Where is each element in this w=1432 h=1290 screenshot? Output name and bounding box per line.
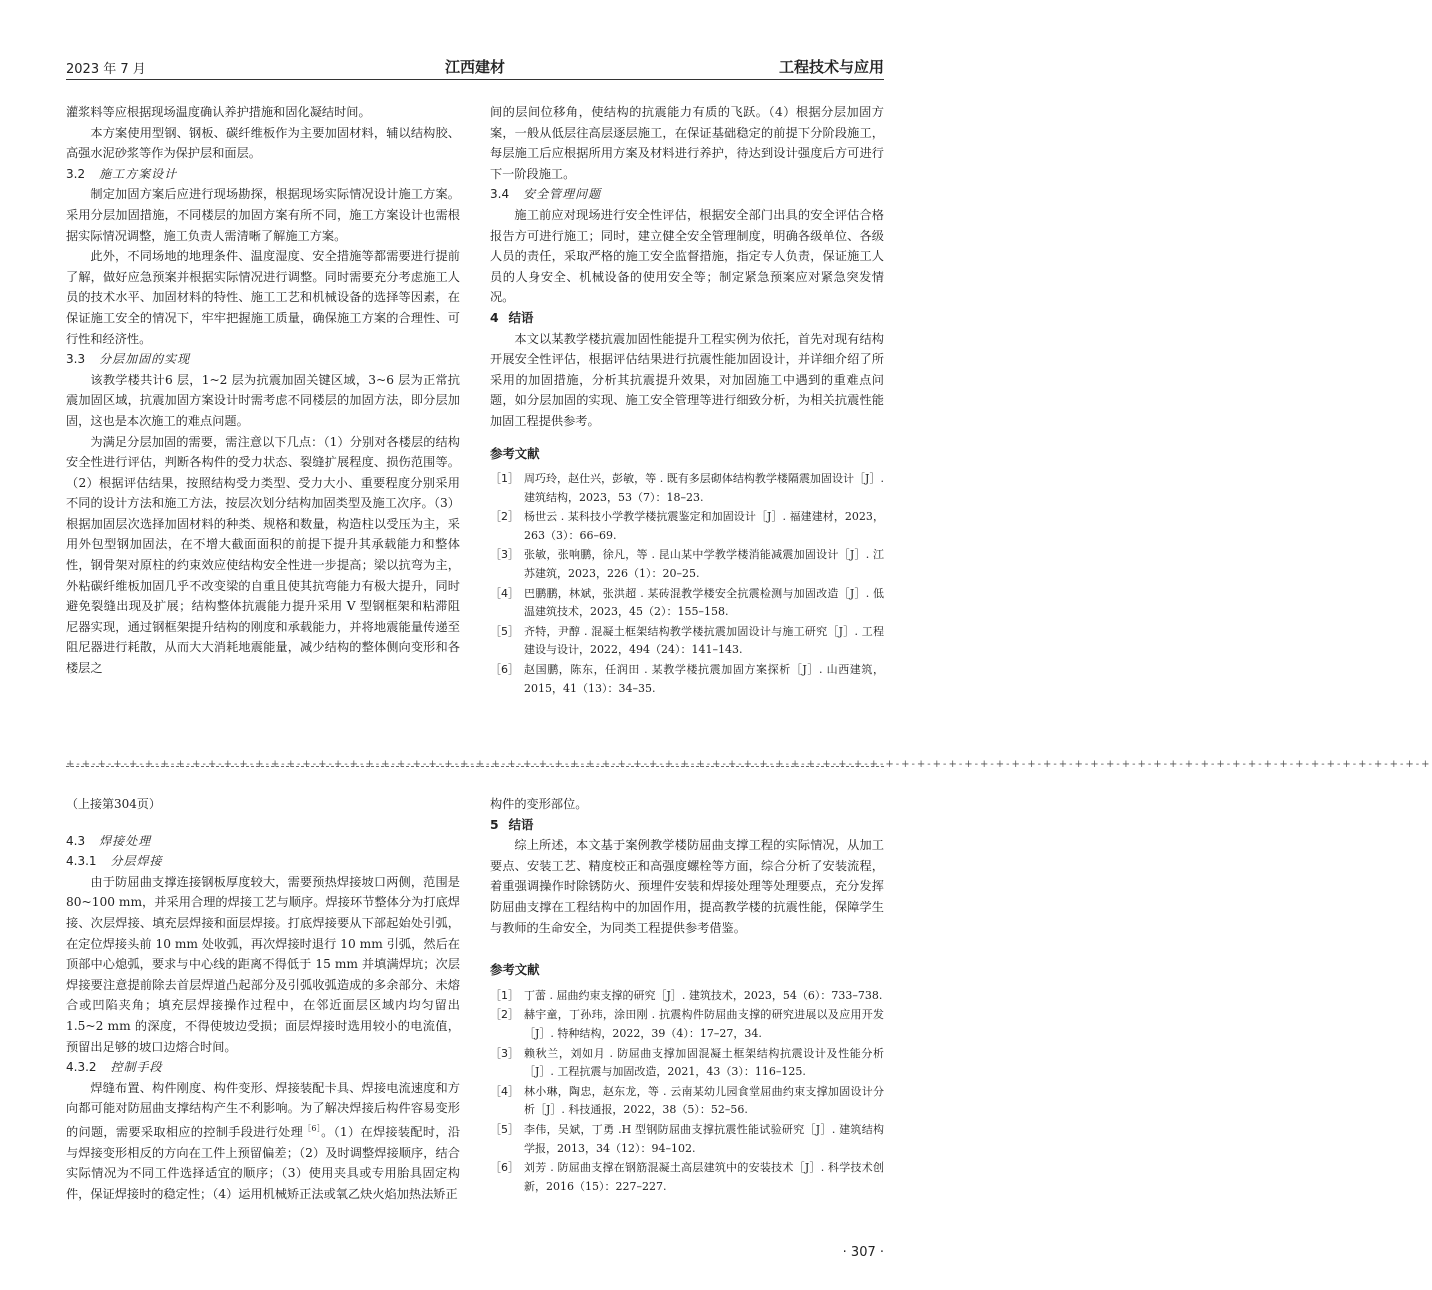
paragraph: 灌浆料等应根据现场温度确认养护措施和固化凝结时间。 — [66, 105, 371, 119]
reference-item — [490, 470, 884, 507]
paragraph: 此外，不同场地的地理条件、温度湿度、安全措施等都需要进行提前了解，做好应急预案并根据实际情况进行调整。同时需要充分考虑施工人员的技术水平、加固材料的特性、施工工艺和机械设备的选择等因素，在保证施工安全的情况下，牢牢把握施工质量，确保施工方案的合理性、可行性和经济性。 — [66, 249, 460, 346]
reference-text: 刘芳 . 防屈曲支撑在钢筋混凝土高层建筑中的安装技术［J］. 科学技术创新，2016（15）：227–227. — [524, 1161, 884, 1193]
reference-item — [490, 623, 884, 660]
reference-number: ［5］ — [490, 1122, 519, 1136]
article-divider: +-+-+-+-+-+-+-+-+-+-+-+-+-+-+-+-+-+-+-+-+-+-+-+-+-+-+-+-+-+-+-+-+-+-+-+-+-+-+-+-+-+-+-+-+-+-+-+-+-+-+-+-+-+-+-+-+-+-+-+-+-+-+-+-+-+-+-+-+-+-+-+-+-+-+-+-+-+-+-+-+-+-+-+-+-+-+ — [66, 759, 1432, 770]
reference-list — [490, 987, 884, 1197]
reference-number: ［4］ — [490, 1084, 519, 1098]
reference-text: 丁蕾 . 屈曲约束支撑的研究［J］. 建筑技术，2023，54（6）：733–738. — [524, 988, 883, 1002]
reference-item — [490, 1006, 884, 1043]
reference-text: 赖秋兰，刘如月 . 防屈曲支撑加固混凝土框架结构抗震设计及性能分析［J］. 工程抗震与加固改造，2021，43（3）：116–125. — [524, 1046, 884, 1079]
references-heading: 参考文献 — [490, 445, 540, 461]
bottom-right-column — [490, 794, 884, 1197]
reference-number: ［1］ — [490, 988, 519, 1002]
reference-item — [490, 1045, 884, 1082]
bottom-left-column — [66, 794, 460, 1204]
paragraph: 施工前应对现场进行安全性评估，根据安全部门出具的安全评估合格报告方可进行施工；同时，建立健全安全管理制度，明确各级单位、各级人员的责任，采取严格的施工安全监督措施，指定专人负责，保证施工人员的人身安全、机械设备的使用安全等；制定紧急预案应对紧急突发情况。 — [490, 207, 884, 305]
reference-item — [490, 508, 884, 545]
section-heading-4-3-1: 4.3.1 分层焊接 — [66, 854, 163, 869]
paragraph: 本方案使用型钢、钢板、碳纤维板作为主要加固材料，辅以结构胶、高强水泥砂浆等作为保护层和面层。 — [66, 125, 460, 161]
section-heading-4-3-2: 4.3.2 控制手段 — [66, 1060, 163, 1075]
reference-number: ［3］ — [490, 1046, 519, 1060]
reference-text: 巴鹏鹏，林斌，张洪超 . 某砖混教学楼安全抗震检测与加固改造［J］. 低温建筑技术，2023，45（2）：155–158. — [524, 586, 884, 619]
reference-number: ［1］ — [490, 472, 519, 486]
reference-text: 赵国鹏，陈东，任润田 . 某教学楼抗震加固方案探析［J］. 山西建筑，2015，41（13）：34–35. — [524, 663, 884, 695]
page-header — [66, 56, 884, 80]
paragraph: 综上所述，本文基于案例教学楼防屈曲支撑工程的实际情况，从加工要点、安装工艺、精度校正和高强度螺栓等方面，综合分析了安装流程，着重强调操作时除锈防火、预埋件安装和焊接处理等处理要点，充分发挥防屈曲支撑在工程结构中的加固作用，提高教学楼的抗震性能，保障学生与教师的生命安全，为同类工程提供参考借鉴。 — [490, 838, 884, 935]
reference-text: 李伟，吴斌，丁勇 .H 型钢防屈曲支撑抗震性能试验研究［J］. 建筑结构学报，2013，34（12）：94–102. — [524, 1122, 884, 1155]
reference-number: ［5］ — [490, 624, 519, 638]
paragraph: 本文以某教学楼抗震加固性能提升工程实例为依托，首先对现有结构开展安全性评估，根据评估结果进行抗震性能加固设计，并详细介绍了所采用的加固措施，分析其抗震提升效果，对加固施工中遇到的重难点问题，如分层加固的实现、施工安全管理等进行细致分析，为相关抗震性能加固工程提供参考。 — [490, 331, 884, 428]
reference-number: ［3］ — [490, 548, 519, 562]
reference-text: 杨世云 . 某科技小学教学楼抗震鉴定和加固设计［J］. 福建建材，2023，263（3）：66–69. — [524, 510, 884, 542]
top-left-column — [66, 102, 460, 679]
section-heading-5: 5 结语 — [490, 816, 534, 832]
reference-text: 林小琳，陶忠，赵东龙，等 . 云南某幼儿园食堂屈曲约束支撑加固设计分析［J］. 科技通报，2022，38（5）：52–56. — [524, 1084, 884, 1117]
section-heading-3-2: 3.2 施工方案设计 — [66, 166, 178, 181]
section-heading-3-3: 3.3 分层加固的实现 — [66, 352, 191, 367]
paragraph: 间的层间位移角，使结构的抗震能力有质的飞跃。（4）根据分层加固方案，一般从低层往高层逐层施工，在保证基础稳定的前提下分阶段施工，每层施工后应根据所用方案及材料进行养护，待达到设计强度后方可进行下一阶段施工。 — [490, 105, 884, 181]
reference-text: 周巧玲，赵仕兴，彭敏，等 . 既有多层砌体结构教学楼隔震加固设计［J］. 建筑结构，2023，53（7）：18–23. — [524, 472, 884, 504]
reference-list — [490, 470, 884, 698]
reference-item — [490, 1159, 884, 1196]
reference-number: ［4］ — [490, 586, 519, 600]
reference-number: ［2］ — [490, 510, 519, 524]
reference-item — [490, 585, 884, 622]
issue-date: 2023 年 7 月 — [66, 62, 146, 77]
page-number: · 307 · — [842, 1245, 884, 1260]
paragraph: 构件的变形部位。 — [490, 797, 588, 811]
paragraph: 焊缝布置、构件刚度、构件变形、焊接装配卡具、焊接电流速度和方向都可能对防屈曲支撑结构产生不利影响。为了解决焊接后构件容易变形的问题，需要采取相应的控制手段进行处理$^{[6]}$。（1）在焊接装配时，沿与焊接变形相反的方向在工件上预留偏差；（2）及时调整焊接顺序，结合实际情况为不同工件选择适宜的顺序；（3）使用夹具或专用胎具固定构件，保证焊接时的稳定性；（4）运用机械矫正法或氧乙炔火焰加热法矫正 — [66, 1080, 461, 1201]
reference-item — [490, 546, 884, 583]
top-right-column — [490, 102, 884, 699]
reference-text: 张敏，张响鹏，徐凡，等 . 昆山某中学教学楼消能减震加固设计［J］. 江苏建筑，2023，226（1）：20–25. — [524, 548, 884, 581]
reference-text: 齐特，尹醇 . 混凝土框架结构教学楼抗震加固设计与施工研究［J］. 工程建设与设计，2022，494（24）：141–143. — [524, 624, 884, 657]
section-heading-3-4: 3.4 安全管理问题 — [490, 187, 602, 202]
section-title: 工程技术与应用 — [778, 58, 884, 76]
reference-text: 赫宇童，丁孙玮，涂田刚 . 抗震构件防屈曲支撑的研究进展以及应用开发［J］. 特种结构，2022，39（4）：17–27，34. — [524, 1008, 884, 1040]
journal-title: 江西建材 — [444, 58, 505, 76]
references-heading: 参考文献 — [490, 962, 540, 978]
reference-number: ［6］ — [490, 663, 519, 677]
citation-marker[interactable]: ［6］ — [303, 1123, 322, 1133]
reference-item — [490, 661, 884, 698]
reference-number: ［2］ — [490, 1008, 519, 1022]
reference-item — [490, 987, 884, 1006]
continued-from-note: （上接第304页） — [66, 797, 161, 811]
reference-number: ［6］ — [490, 1161, 519, 1175]
section-heading-4: 4 结语 — [490, 309, 534, 325]
reference-item — [490, 1121, 884, 1158]
paragraph: 由于防屈曲支撑连接钢板厚度较大，需要预热焊接坡口两侧，范围是 80~100 mm，并采用合理的焊接工艺与顺序。焊接环节整体分为打底焊接、次层焊接、填充层焊接和面层焊接。打底焊接要从下部起始处引弧，在定位焊接头前 10 mm 处收弧，再次焊接时退行 10 mm 引弧，然后在顶部中心熄弧，要求与中心线的距离不得低于 15 mm 并填满焊坑；次层焊接要注意提前除去首层焊道凸起部分及引弧收弧造成的多余部分、未熔合或凹陷夹角；填充层焊接操作过程中，在邻近面层区域内均匀留出 1.5~2 mm 的深度，不得使坡边受损；面层焊接时选用较小的电流值，预留出足够的坡口边熔合时间。 — [66, 874, 460, 1054]
paragraph: 为满足分层加固的需要，需注意以下几点：（1）分别对各楼层的结构安全性进行评估，判断各构件的受力状态、裂缝扩展程度、损伤范围等。（2）根据评估结果，按照结构受力类型、受力大小、重要程度分别采用不同的设计方法和施工方法，按层次划分结构加固类型及施工次序。（3）根据加固层次选择加固材料的种类、规格和数量，构造柱以受压为主，采用外包型钢加固法，在不增大截面面积的前提下提升其承载能力和整体性，钢骨架对原柱的约束效应使结构安全性进一步提高；梁以抗弯为主，外粘碳纤维板加固几乎不改变梁的自重且使其抗弯能力有极大提升，同时避免裂缝出现及扩展；结构整体抗震能力提升采用 V 型钢框架和粘滞阻尼器实现，通过钢框架提升结构的刚度和承载能力，并将地震能量传递至阻尼器进行耗散，从而大大消耗地震能量，减少结构的整体侧向变形和各楼层之 — [66, 434, 460, 676]
paragraph: 该教学楼共计6 层，1~2 层为抗震加固关键区域，3~6 层为正常抗震加固区域，抗震加固方案设计时需考虑不同楼层的加固方法，即分层加固，这也是本次施工的难点问题。 — [66, 372, 460, 428]
paragraph: 制定加固方案后应进行现场勘探，根据现场实际情况设计施工方案。采用分层加固措施，不同楼层的加固方案有所不同，施工方案设计也需根据实际情况调整，施工负责人需清晰了解施工方案。 — [66, 187, 460, 243]
section-heading-4-3: 4.3 焊接处理 — [66, 833, 152, 848]
reference-item — [490, 1083, 884, 1120]
